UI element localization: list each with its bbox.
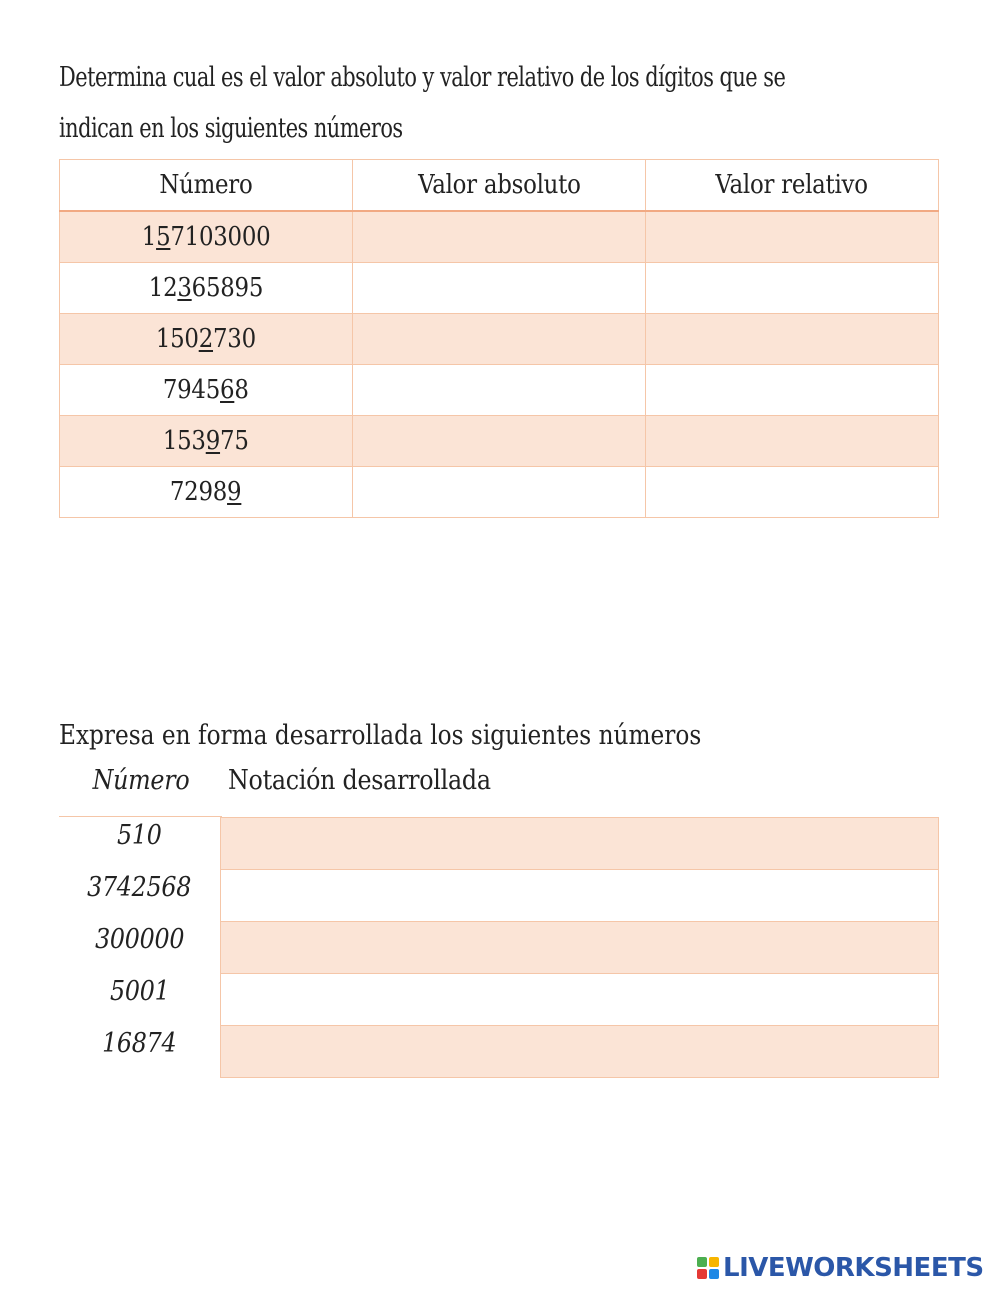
header-valor-absoluto: Valor absoluto — [353, 160, 646, 212]
logo-square — [709, 1257, 719, 1267]
relative-value-input[interactable] — [646, 314, 939, 365]
marked-digit: 9 — [206, 426, 221, 456]
marked-digit: 2 — [198, 324, 214, 354]
absolute-value-input[interactable] — [353, 211, 646, 263]
absolute-value-input[interactable] — [353, 416, 646, 467]
table-row — [60, 467, 939, 518]
logo-icon — [697, 1257, 719, 1279]
instructions — [59, 52, 945, 154]
absolute-value-input[interactable] — [353, 365, 646, 416]
table-row — [59, 870, 939, 922]
table-row — [59, 1026, 939, 1078]
number-cell: 72989 — [60, 467, 353, 518]
relative-value-input[interactable] — [646, 416, 939, 467]
marked-digit: 9 — [227, 477, 242, 507]
number-cell: 157103000 — [60, 211, 353, 263]
relative-value-input[interactable] — [646, 467, 939, 518]
relative-value-input[interactable] — [646, 211, 939, 263]
table-row — [60, 416, 939, 467]
marked-digit: 3 — [177, 273, 192, 303]
number-cell: 3742568 — [87, 871, 192, 903]
table-row — [60, 263, 939, 314]
logo-text: LIVEWORKSHEETS — [723, 1253, 984, 1283]
logo-square — [697, 1269, 707, 1279]
table-row — [60, 314, 939, 365]
number-cell: 12365895 — [60, 263, 353, 314]
number-cell: 794568 — [60, 365, 353, 416]
expanded-notation-input[interactable] — [221, 974, 939, 1026]
marked-digit: 6 — [220, 375, 235, 405]
expanded-notation-input[interactable] — [221, 922, 939, 974]
logo-square — [697, 1257, 707, 1267]
instructions-line-2: indican en los siguientes números — [59, 113, 403, 144]
expanded-notation-table — [59, 817, 939, 1078]
expanded-notation-input[interactable] — [221, 818, 939, 870]
number-cell: 153975 — [60, 416, 353, 467]
absolute-value-input[interactable] — [353, 263, 646, 314]
expanded-notation-input[interactable] — [221, 870, 939, 922]
header-notacion-desarrollada: Notación desarrollada — [228, 765, 491, 796]
relative-value-input[interactable] — [646, 365, 939, 416]
logo-square — [709, 1269, 719, 1279]
liveworksheets-logo — [697, 1253, 984, 1283]
expanded-notation-input[interactable] — [221, 1026, 939, 1078]
header-numero-italic: Número — [92, 765, 189, 796]
digit-value-table — [59, 159, 939, 518]
expanded-form-instructions: Expresa en forma desarrollada los siguientes números — [59, 720, 702, 751]
relative-value-input[interactable] — [646, 263, 939, 314]
number-cell: 5001 — [109, 975, 170, 1007]
header-numero: Número — [60, 160, 353, 212]
table-row — [59, 922, 939, 974]
table-row — [60, 211, 939, 263]
number-cell: 300000 — [94, 923, 185, 955]
instructions-line-1: Determina cual es el valor absoluto y valor relativo de los dígitos que se — [59, 62, 786, 93]
absolute-value-input[interactable] — [353, 467, 646, 518]
absolute-value-input[interactable] — [353, 314, 646, 365]
table-row — [60, 365, 939, 416]
table-row — [59, 818, 939, 870]
number-cell: 1502730 — [60, 314, 353, 365]
table-row — [59, 974, 939, 1026]
marked-digit: 5 — [155, 222, 171, 252]
number-cell: 510 — [117, 819, 162, 851]
number-cell: 16874 — [102, 1027, 177, 1059]
header-valor-relativo: Valor relativo — [646, 160, 939, 212]
